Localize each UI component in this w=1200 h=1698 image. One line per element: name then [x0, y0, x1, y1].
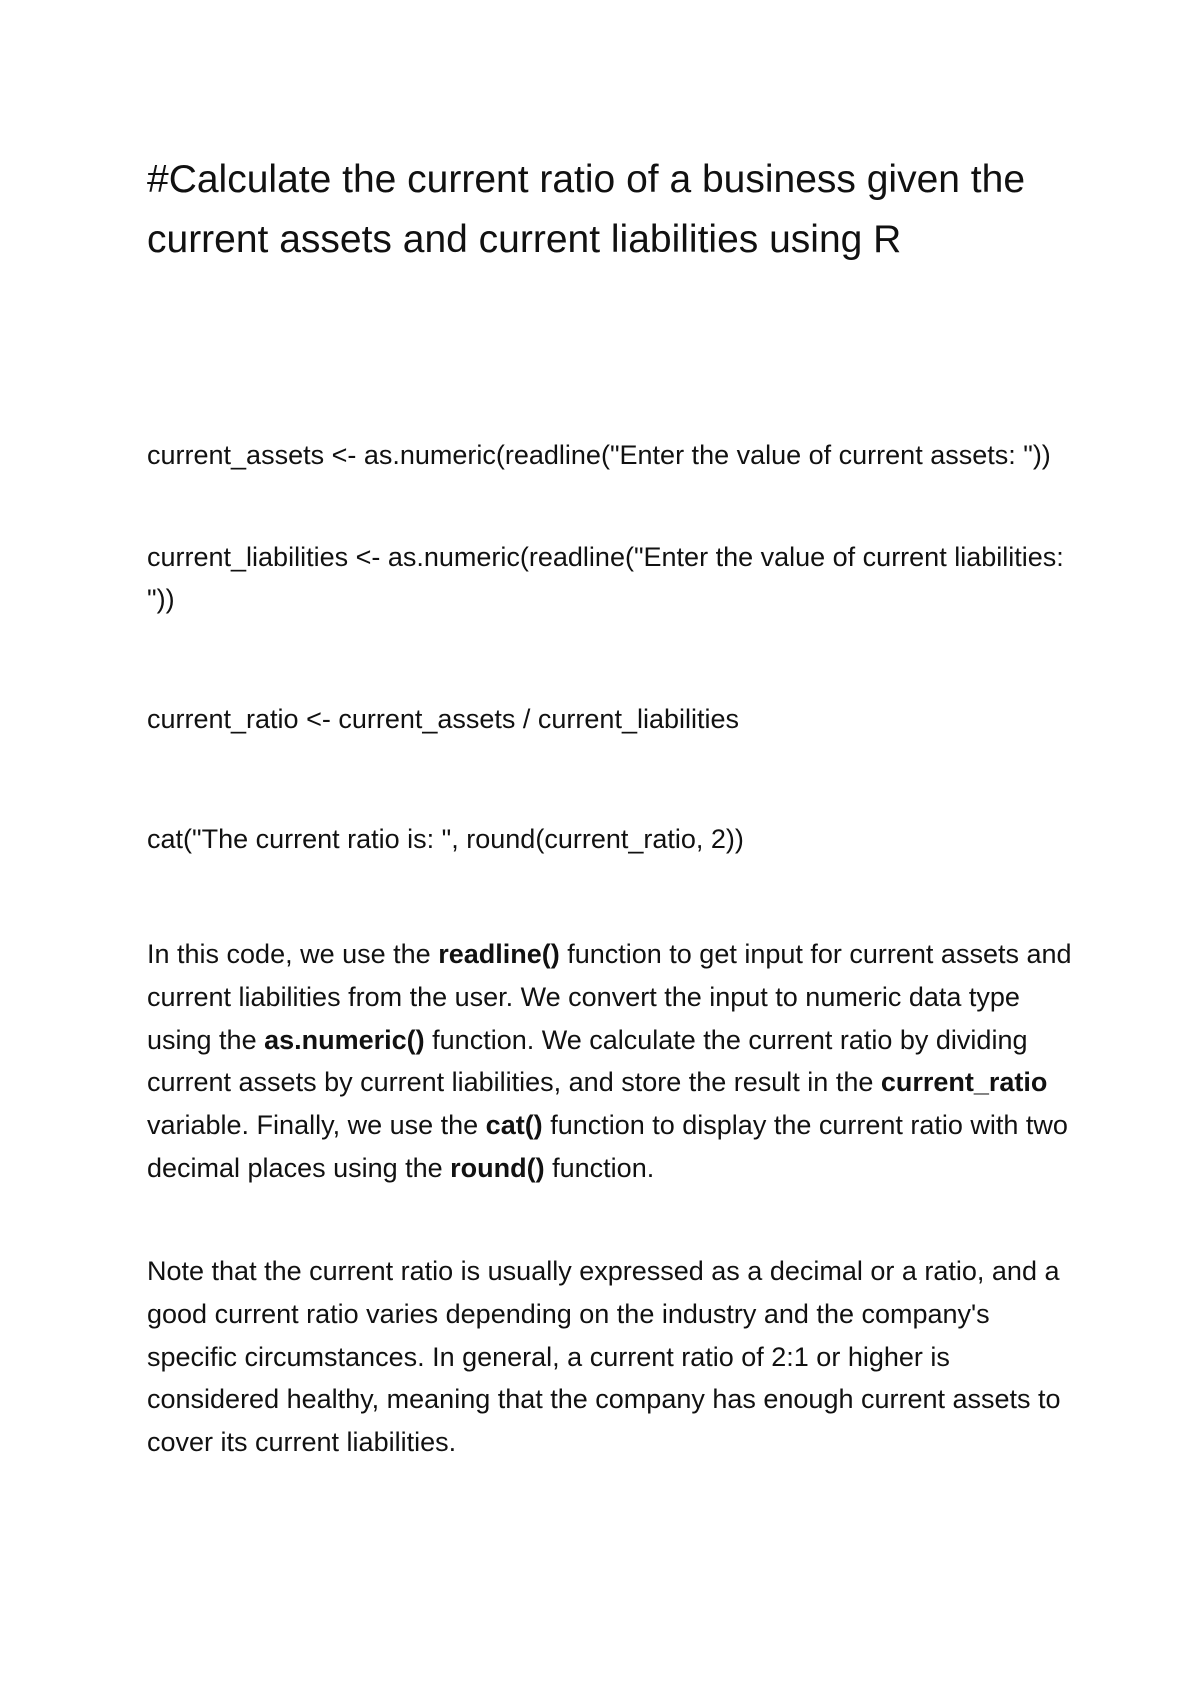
code-line-current-assets: current_assets <- as.numeric(readline("Enter the value of current assets: "))	[147, 440, 1051, 470]
explanation-text: function.	[544, 1152, 655, 1183]
explanation-text: variable. Finally, we use the	[147, 1110, 486, 1141]
note-paragraph: Note that the current ratio is usually expressed as a decimal or a ratio, and a good current ratio varies depending on the industry and the company's specific circumstances. In general, a current ratio of 2:1 or higher is considered healthy, meaning that the company has enough current assets to cover its current liabilities.	[147, 1256, 1061, 1458]
explanation-text: function to display the current ratio with two decimal places using the	[147, 1110, 1068, 1183]
explanation-text: In this code, we use the	[147, 939, 439, 969]
round-function-term: round()	[450, 1152, 545, 1183]
code-line-current-liabilities: current_liabilities <- as.numeric(readline("Enter the value of current liabilities: "))	[147, 542, 1064, 614]
document-title: #Calculate the current ratio of a business given the current assets and current liabilities using R	[147, 158, 1026, 261]
explanation-text: function to get input for current assets and current liabilities from the user. We convert the input to numeric data type using the	[147, 939, 1072, 1055]
explanation-text: function. We calculate the current ratio by dividing current assets by current liabilities, and store the result in the	[147, 1024, 1028, 1098]
as-numeric-function-term: as.numeric()	[264, 1024, 425, 1055]
cat-function-term: cat()	[485, 1110, 543, 1141]
current-ratio-variable-term: current_ratio	[880, 1067, 1048, 1098]
code-line-cat-output: cat("The current ratio is: ", round(current_ratio, 2))	[147, 824, 744, 854]
explanation-paragraph	[147, 933, 1077, 1190]
code-line-current-ratio: current_ratio <- current_assets / current_liabilities	[147, 704, 740, 734]
readline-function-term: readline()	[438, 939, 560, 969]
